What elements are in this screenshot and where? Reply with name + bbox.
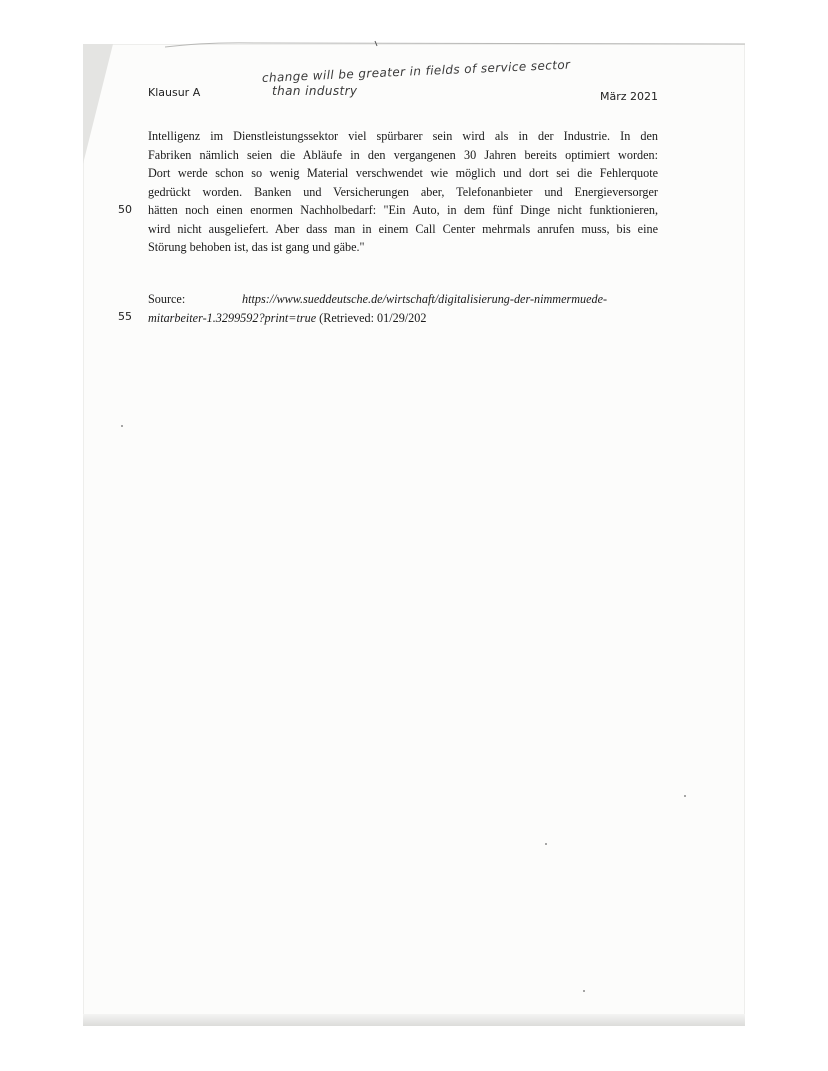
exam-title: Klausur A <box>148 86 201 99</box>
handwritten-annotation <box>261 57 597 98</box>
source-citation <box>148 290 668 328</box>
paper-top-edge <box>165 38 745 48</box>
exam-date: März 2021 <box>599 90 658 103</box>
article-paragraph <box>148 127 668 257</box>
paragraph-line: Störung behoben ist, das ist gang und gäbe." <box>148 240 365 254</box>
scan-speck <box>583 990 585 992</box>
line-number-50: 50 <box>118 203 132 216</box>
line-number-55: 55 <box>118 310 132 323</box>
source-url-start: https://www.sueddeutsche.de/wirtschaft/digitalisierung-der-nimmermuede- <box>242 292 608 306</box>
paragraph-line: Intelligenz im Dienstleistungssektor viel spürbarer sein wird als in der Industrie. In den <box>148 129 658 143</box>
paragraph-line: wird nicht ausgeliefert. Aber dass man in einem Call Center mehrmals anrufen muss, bis eine <box>148 221 658 236</box>
annotation-line-2: than industry <box>272 84 358 98</box>
scan-speck <box>545 843 547 845</box>
annotation-line-1: change will be greater in fields of service sector <box>261 57 571 85</box>
folded-corner <box>83 44 113 164</box>
paragraph-line: Dort werde schon so wenig Material verschwendet wie möglich und dort sei die Fehlerquote <box>148 166 658 180</box>
paragraph-line: gedrückt worden. Banken und Versicherungen aber, Telefonanbieter und Energieversorger <box>148 184 658 199</box>
paragraph-line: Fabriken nämlich seien die Abläufe in den vergangenen 30 Jahren bereits optimiert worden: <box>148 147 658 162</box>
source-line-1 <box>148 290 668 309</box>
scan-speck <box>684 795 686 797</box>
paragraph-line: hätten noch einen enormen Nachholbedarf: "Ein Auto, in dem fünf Dinge nicht funktionieren, <box>148 203 658 217</box>
source-label: Source: <box>148 292 186 306</box>
source-retrieved-date: (Retrieved: 01/29/202 <box>316 311 427 325</box>
scan-speck <box>121 425 123 427</box>
source-url-end: mitarbeiter-1.3299592?print=true <box>148 311 317 325</box>
paper-bottom-edge <box>83 1014 745 1026</box>
source-line-2 <box>148 309 668 328</box>
